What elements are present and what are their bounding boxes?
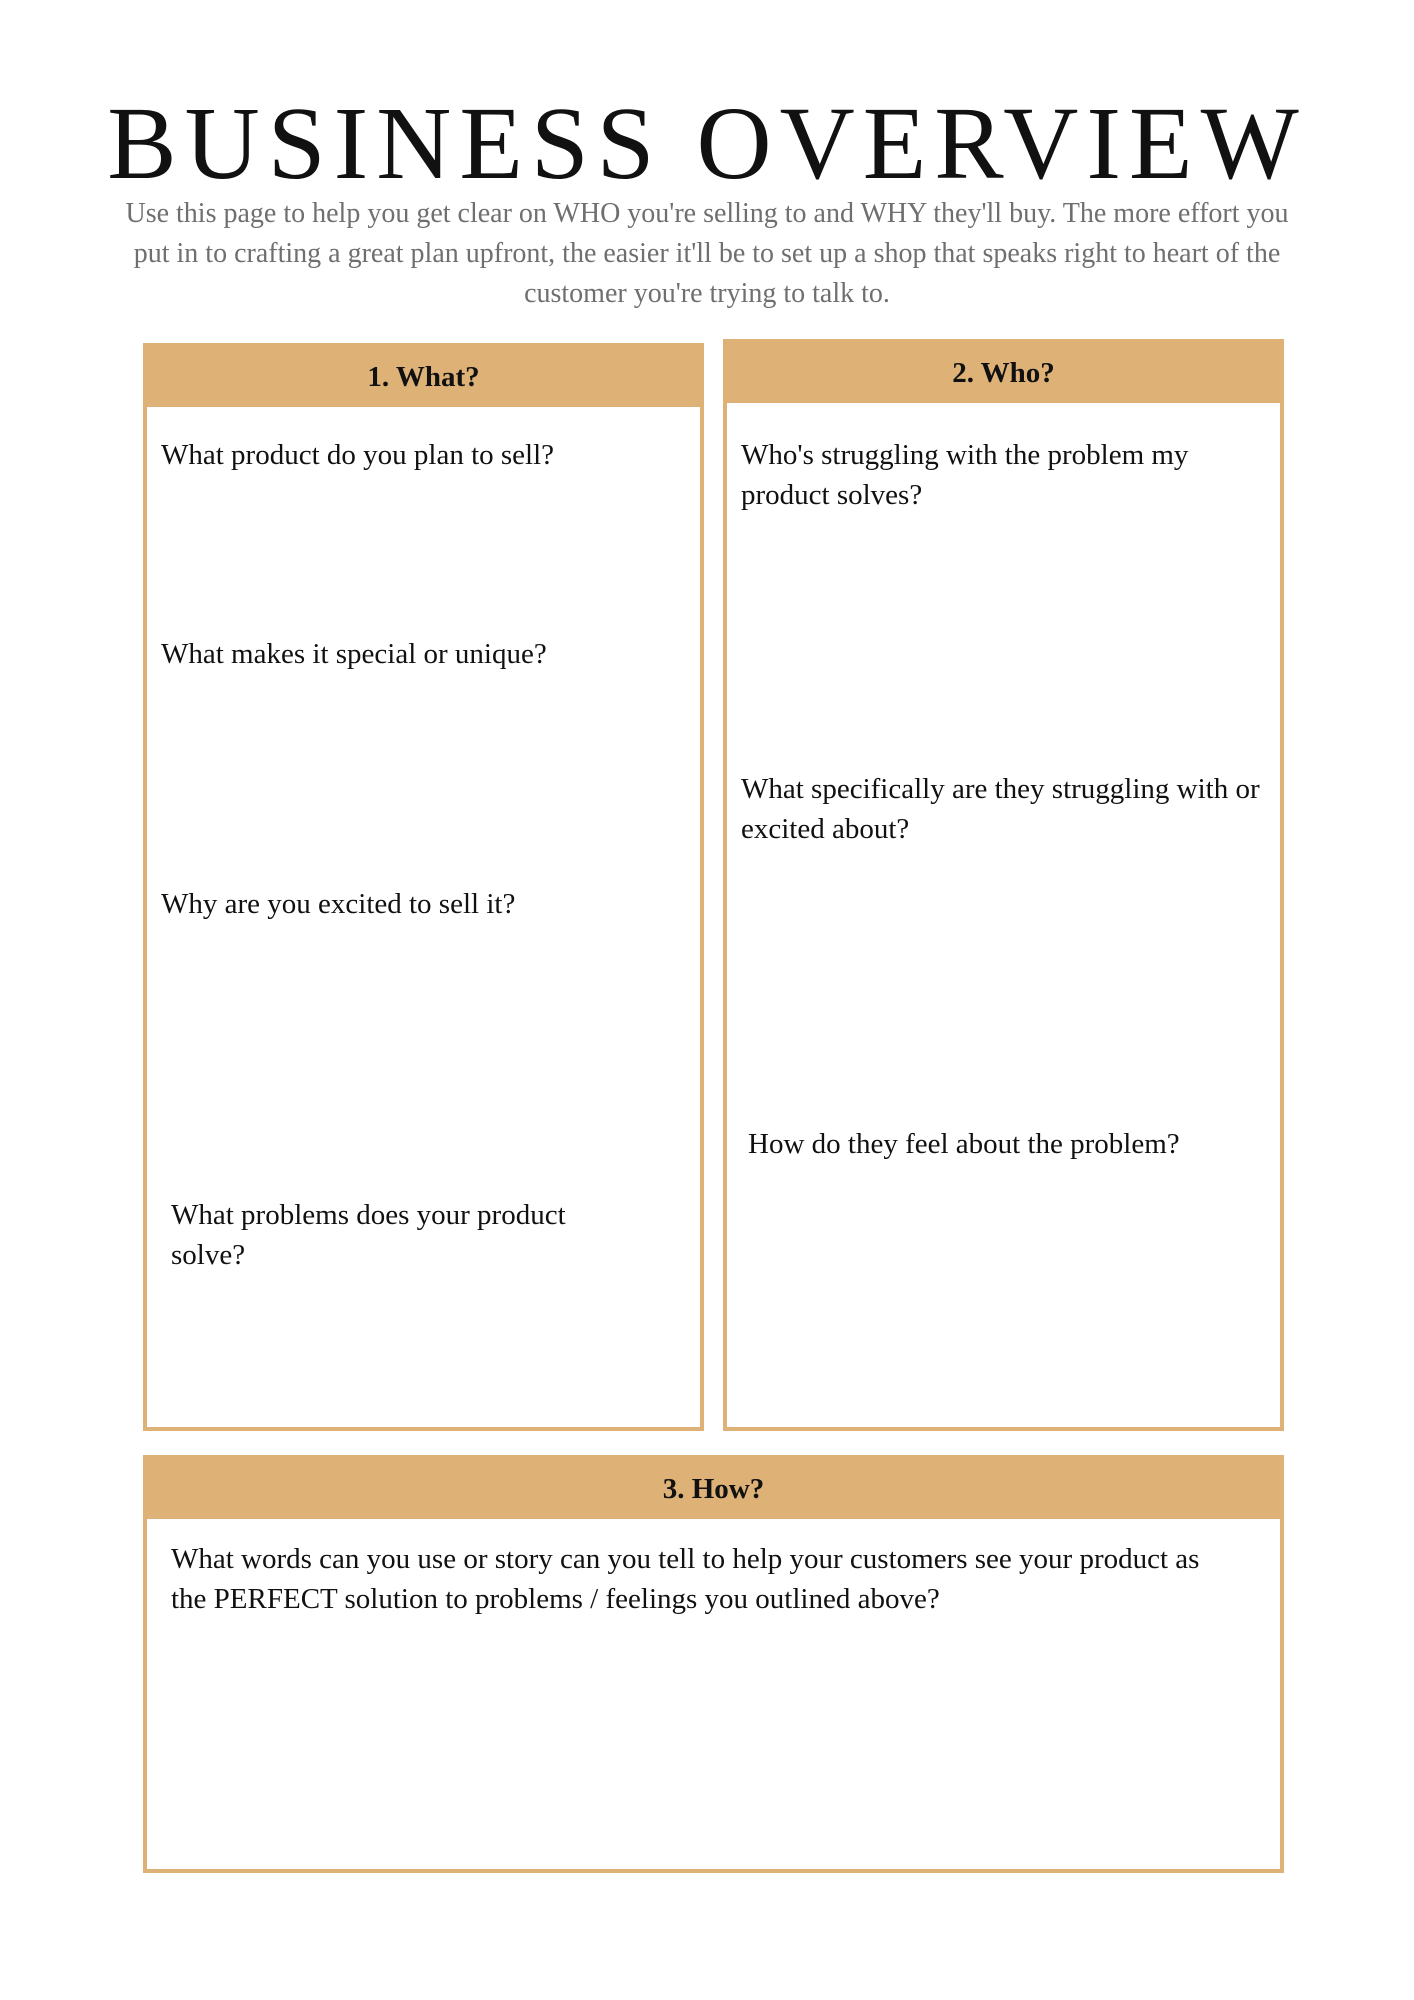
intro-text: Use this page to help you get clear on WHO you're selling to and WHY they'll buy. The more effort you put in to crafting a great plan upfront, the easier it'll be to set up a shop that speaks right to heart of the customer you're trying to talk to. bbox=[125, 198, 1289, 309]
section-who bbox=[723, 339, 1284, 1431]
question-how-feel: How do they feel about the problem? bbox=[748, 1128, 1180, 1160]
question-what-product: What product do you plan to sell? bbox=[161, 439, 555, 471]
section-who-header bbox=[727, 343, 1280, 403]
section-how-title: 3. How? bbox=[662, 1472, 765, 1505]
section-what-header bbox=[147, 347, 700, 407]
section-what bbox=[143, 343, 704, 1431]
question-who-struggling: Who's struggling with the problem my product solves? bbox=[741, 439, 1189, 511]
section-what-title: 1. What? bbox=[367, 360, 480, 393]
question-what-struggling-with: What specifically are they struggling with or excited about? bbox=[741, 773, 1260, 845]
question-why-excited: Why are you excited to sell it? bbox=[161, 888, 516, 920]
section-who-title: 2. Who? bbox=[952, 356, 1055, 389]
question-words-story: What words can you use or story can you tell to help your customers see your product as the PERFECT solution to problems / feelings you outlined above? bbox=[171, 1543, 1200, 1615]
question-what-special: What makes it special or unique? bbox=[161, 638, 547, 670]
section-how bbox=[143, 1455, 1284, 1873]
question-what-problems: What problems does your product solve? bbox=[171, 1199, 566, 1271]
page-title: BUSINESS OVERVIEW bbox=[107, 86, 1307, 201]
section-how-header bbox=[147, 1459, 1280, 1519]
